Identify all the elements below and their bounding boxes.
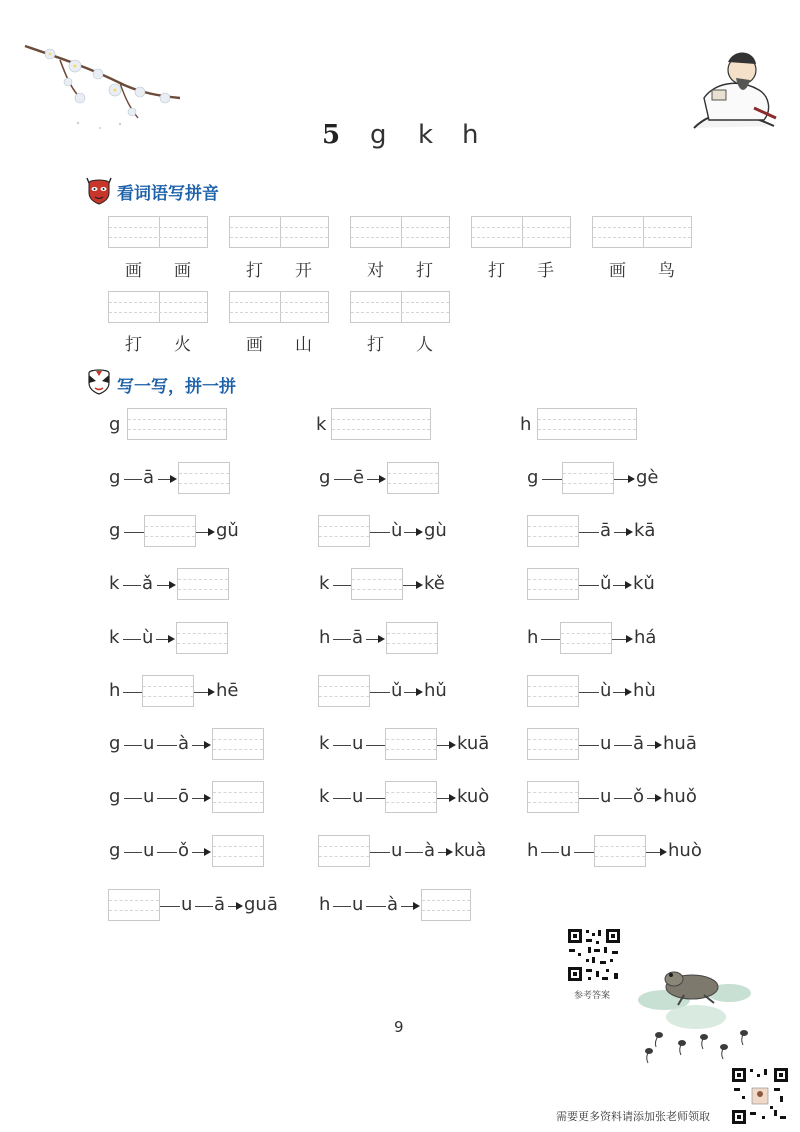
page-number: 9 bbox=[394, 1018, 404, 1036]
connector-line bbox=[647, 745, 655, 746]
arrow-head bbox=[449, 741, 456, 749]
connector-line bbox=[405, 852, 423, 853]
pinyin-part: h bbox=[319, 627, 331, 648]
connector-line bbox=[160, 906, 180, 907]
answer-box[interactable] bbox=[212, 781, 264, 813]
connector-line bbox=[614, 479, 628, 480]
pinyin-part: h bbox=[527, 627, 539, 648]
connector-line bbox=[196, 532, 208, 533]
connector-line bbox=[579, 798, 599, 799]
write-box-g[interactable] bbox=[127, 408, 227, 440]
pinyin-result: huò bbox=[668, 840, 702, 861]
pinyin-result: hǔ bbox=[424, 680, 447, 701]
arrow-head bbox=[660, 848, 667, 856]
pinyin-result: kā bbox=[634, 520, 656, 541]
connector-line bbox=[158, 479, 170, 480]
arrow-head bbox=[625, 581, 632, 589]
pinyin-part: à bbox=[424, 840, 436, 861]
pinyin-part: u bbox=[600, 786, 612, 807]
connector-line bbox=[192, 745, 204, 746]
arrow-head bbox=[446, 848, 453, 856]
pinyin-part: g bbox=[109, 840, 121, 861]
pinyin-result: guā bbox=[244, 894, 278, 915]
pinyin-result: hē bbox=[216, 680, 239, 701]
pinyin-part: u bbox=[600, 733, 612, 754]
connector-line bbox=[366, 745, 385, 746]
connector-line bbox=[370, 532, 390, 533]
pinyin-part: g bbox=[527, 467, 539, 488]
answer-box[interactable] bbox=[351, 568, 403, 600]
pinyin-result: huā bbox=[663, 733, 697, 754]
connector-line bbox=[614, 745, 632, 746]
lesson-number: 5 bbox=[322, 120, 341, 150]
connector-line bbox=[574, 852, 594, 853]
pinyin-part: ǒ bbox=[178, 840, 190, 861]
connector-line bbox=[541, 852, 559, 853]
answer-box[interactable] bbox=[386, 622, 438, 654]
answer-box[interactable] bbox=[144, 515, 196, 547]
word-char: 对 bbox=[367, 261, 384, 281]
connector-line bbox=[541, 639, 560, 640]
pinyin-result: hù bbox=[633, 680, 656, 701]
connector-line bbox=[334, 479, 352, 480]
arrow-head bbox=[378, 635, 385, 643]
connector-line bbox=[192, 852, 204, 853]
pinyin-part: à bbox=[178, 733, 190, 754]
pinyin-part: u bbox=[560, 840, 572, 861]
section1-title: 看词语写拼音 bbox=[117, 184, 219, 204]
pinyin-part: ǎ bbox=[142, 573, 154, 594]
arrow-head bbox=[449, 794, 456, 802]
word-char: 鸟 bbox=[658, 261, 675, 281]
pinyin-part: u bbox=[352, 894, 364, 915]
word-char: 火 bbox=[174, 335, 191, 355]
connector-line bbox=[124, 479, 142, 480]
pinyin-result: huǒ bbox=[663, 786, 697, 807]
connector-line bbox=[124, 532, 144, 533]
arrow-head bbox=[626, 528, 633, 536]
pinyin-part: ù bbox=[142, 627, 154, 648]
initial-k: k bbox=[316, 414, 327, 435]
pinyin-box-5[interactable] bbox=[592, 216, 692, 248]
initial-g: g bbox=[109, 414, 121, 435]
pinyin-part: u bbox=[352, 786, 364, 807]
answer-box[interactable] bbox=[212, 728, 264, 760]
connector-line bbox=[333, 745, 351, 746]
answer-box[interactable] bbox=[527, 515, 579, 547]
answer-box[interactable] bbox=[142, 675, 194, 707]
connector-line bbox=[157, 585, 169, 586]
write-box-h[interactable] bbox=[537, 408, 637, 440]
answer-box[interactable] bbox=[108, 889, 160, 921]
arrow-head bbox=[204, 741, 211, 749]
pinyin-part: g bbox=[109, 467, 121, 488]
pinyin-part: à bbox=[387, 894, 399, 915]
word-char: 画 bbox=[125, 261, 142, 281]
pinyin-part: h bbox=[527, 840, 539, 861]
connector-line bbox=[123, 585, 141, 586]
connector-line bbox=[157, 798, 177, 799]
write-box-k[interactable] bbox=[331, 408, 431, 440]
pinyin-box-1[interactable] bbox=[108, 216, 208, 248]
arrow-head bbox=[413, 902, 420, 910]
answer-box[interactable] bbox=[387, 462, 439, 494]
arrow-head bbox=[416, 581, 423, 589]
connector-line bbox=[333, 639, 351, 640]
arrow-head bbox=[208, 688, 215, 696]
arrow-head bbox=[655, 741, 662, 749]
pinyin-part: ǒ bbox=[633, 786, 645, 807]
connector-line bbox=[333, 906, 351, 907]
arrow-head bbox=[169, 581, 176, 589]
word-char: 打 bbox=[367, 335, 384, 355]
pinyin-part: ù bbox=[600, 680, 612, 701]
pinyin-part: k bbox=[109, 627, 120, 648]
connector-line bbox=[438, 852, 446, 853]
connector-line bbox=[613, 585, 625, 586]
pinyin-box-4[interactable] bbox=[471, 216, 571, 248]
connector-line bbox=[333, 585, 351, 586]
word-char: 人 bbox=[416, 335, 433, 355]
connector-line bbox=[370, 692, 390, 693]
connector-line bbox=[366, 639, 378, 640]
title-letter-k: k bbox=[418, 120, 434, 150]
connector-line bbox=[123, 692, 142, 693]
answer-box[interactable] bbox=[562, 462, 614, 494]
pinyin-part: k bbox=[319, 786, 330, 807]
answer-box[interactable] bbox=[527, 781, 579, 813]
pinyin-result: kě bbox=[424, 573, 445, 594]
pinyin-result: kuā bbox=[457, 733, 490, 754]
word-char: 打 bbox=[246, 261, 263, 281]
pinyin-part: h bbox=[319, 894, 331, 915]
word-char: 画 bbox=[174, 261, 191, 281]
connector-line bbox=[401, 906, 413, 907]
word-char: 画 bbox=[609, 261, 626, 281]
arrow-head bbox=[416, 528, 423, 536]
answer-box[interactable] bbox=[527, 568, 579, 600]
connector-line bbox=[192, 798, 204, 799]
pinyin-part: ē bbox=[353, 467, 365, 488]
answer-box[interactable] bbox=[177, 568, 229, 600]
contact-text: 需要更多资料请添加张老师领取 bbox=[556, 1110, 710, 1123]
opera-mask-icon-red bbox=[86, 177, 112, 205]
word-char: 打 bbox=[488, 261, 505, 281]
answer-box[interactable] bbox=[421, 889, 471, 921]
arrow-head bbox=[626, 635, 633, 643]
answer-box[interactable] bbox=[527, 728, 579, 760]
pinyin-part: ǔ bbox=[391, 680, 403, 701]
arrow-head bbox=[416, 688, 423, 696]
connector-line bbox=[156, 639, 168, 640]
pinyin-box-2[interactable] bbox=[229, 216, 329, 248]
pinyin-part: g bbox=[319, 467, 331, 488]
answer-box[interactable] bbox=[385, 781, 437, 813]
arrow-head bbox=[236, 902, 243, 910]
connector-line bbox=[437, 745, 449, 746]
pinyin-part: u bbox=[181, 894, 193, 915]
connector-line bbox=[370, 852, 390, 853]
pinyin-part: k bbox=[109, 573, 120, 594]
connector-line bbox=[579, 745, 599, 746]
connector-line bbox=[404, 532, 416, 533]
title-letter-g: g bbox=[370, 120, 387, 150]
pinyin-result: gǔ bbox=[216, 520, 239, 541]
pinyin-part: k bbox=[319, 733, 330, 754]
arrow-head bbox=[628, 475, 635, 483]
connector-line bbox=[613, 692, 625, 693]
answer-box[interactable] bbox=[176, 622, 228, 654]
arrow-head bbox=[208, 528, 215, 536]
connector-line bbox=[123, 639, 141, 640]
answer-box[interactable] bbox=[527, 675, 579, 707]
word-char: 手 bbox=[537, 261, 554, 281]
pinyin-part: ā bbox=[600, 520, 612, 541]
pinyin-part: ā bbox=[214, 894, 226, 915]
pinyin-part: ǔ bbox=[600, 573, 612, 594]
answer-box[interactable] bbox=[560, 622, 612, 654]
pinyin-part: g bbox=[109, 520, 121, 541]
initial-h: h bbox=[520, 414, 532, 435]
opera-mask-icon-bw bbox=[86, 367, 112, 395]
connector-line bbox=[194, 692, 208, 693]
connector-line bbox=[228, 906, 236, 907]
answer-qr-code[interactable] bbox=[566, 927, 622, 983]
connector-line bbox=[403, 585, 416, 586]
pinyin-part: ù bbox=[391, 520, 403, 541]
pinyin-part: ō bbox=[178, 786, 190, 807]
word-char: 打 bbox=[125, 335, 142, 355]
connector-line bbox=[333, 798, 351, 799]
pinyin-box-6[interactable] bbox=[108, 291, 208, 323]
frog-pond-illustration bbox=[624, 955, 769, 1065]
connector-line bbox=[647, 798, 655, 799]
connector-line bbox=[124, 852, 142, 853]
answer-box[interactable] bbox=[318, 835, 370, 867]
pinyin-part: u bbox=[143, 733, 155, 754]
pinyin-result: kuò bbox=[457, 786, 490, 807]
arrow-head bbox=[379, 475, 386, 483]
pinyin-part: g bbox=[109, 786, 121, 807]
pinyin-part: k bbox=[319, 573, 330, 594]
connector-line bbox=[195, 906, 213, 907]
answer-box[interactable] bbox=[385, 728, 437, 760]
connector-line bbox=[404, 692, 416, 693]
pinyin-box-3[interactable] bbox=[350, 216, 450, 248]
section2-title: 写一写，拼一拼 bbox=[117, 377, 236, 397]
pinyin-part: ā bbox=[352, 627, 364, 648]
answer-box[interactable] bbox=[318, 515, 370, 547]
connector-line bbox=[157, 745, 177, 746]
pinyin-box-8[interactable] bbox=[350, 291, 450, 323]
connector-line bbox=[124, 745, 142, 746]
connector-line bbox=[646, 852, 660, 853]
connector-line bbox=[367, 479, 379, 480]
connector-line bbox=[366, 906, 386, 907]
pinyin-part: u bbox=[352, 733, 364, 754]
answer-box[interactable] bbox=[178, 462, 230, 494]
connector-line bbox=[366, 798, 385, 799]
word-char: 开 bbox=[295, 261, 312, 281]
connector-line bbox=[124, 798, 142, 799]
answer-box[interactable] bbox=[212, 835, 264, 867]
pinyin-part: ā bbox=[143, 467, 155, 488]
arrow-head bbox=[168, 635, 175, 643]
connector-line bbox=[614, 798, 632, 799]
pinyin-part: u bbox=[391, 840, 403, 861]
answer-box[interactable] bbox=[318, 675, 370, 707]
pinyin-part: u bbox=[143, 786, 155, 807]
connector-line bbox=[157, 852, 177, 853]
connector-line bbox=[612, 639, 626, 640]
pinyin-result: gè bbox=[636, 467, 659, 488]
arrow-head bbox=[204, 794, 211, 802]
plum-blossom-branch-illustration bbox=[20, 38, 185, 133]
answer-label: 参考答案 bbox=[574, 991, 611, 1001]
connector-line bbox=[542, 479, 562, 480]
contact-qr-code[interactable] bbox=[730, 1066, 790, 1126]
answer-box[interactable] bbox=[594, 835, 646, 867]
pinyin-result: kǔ bbox=[633, 573, 655, 594]
connector-line bbox=[437, 798, 449, 799]
arrow-head bbox=[204, 848, 211, 856]
connector-line bbox=[614, 532, 626, 533]
pinyin-part: u bbox=[143, 840, 155, 861]
arrow-head bbox=[655, 794, 662, 802]
pinyin-part: g bbox=[109, 733, 121, 754]
pinyin-result: há bbox=[634, 627, 657, 648]
arrow-head bbox=[625, 688, 632, 696]
word-char: 山 bbox=[295, 335, 312, 355]
pinyin-result: gù bbox=[424, 520, 447, 541]
pinyin-box-7[interactable] bbox=[229, 291, 329, 323]
connector-line bbox=[579, 585, 599, 586]
pinyin-part: ā bbox=[633, 733, 645, 754]
word-char: 打 bbox=[416, 261, 433, 281]
arrow-head bbox=[170, 475, 177, 483]
connector-line bbox=[579, 692, 599, 693]
word-char: 画 bbox=[246, 335, 263, 355]
scholar-figure-illustration bbox=[684, 38, 784, 133]
pinyin-result: kuà bbox=[454, 840, 487, 861]
connector-line bbox=[579, 532, 599, 533]
pinyin-part: h bbox=[109, 680, 121, 701]
title-letter-h: h bbox=[462, 120, 479, 150]
